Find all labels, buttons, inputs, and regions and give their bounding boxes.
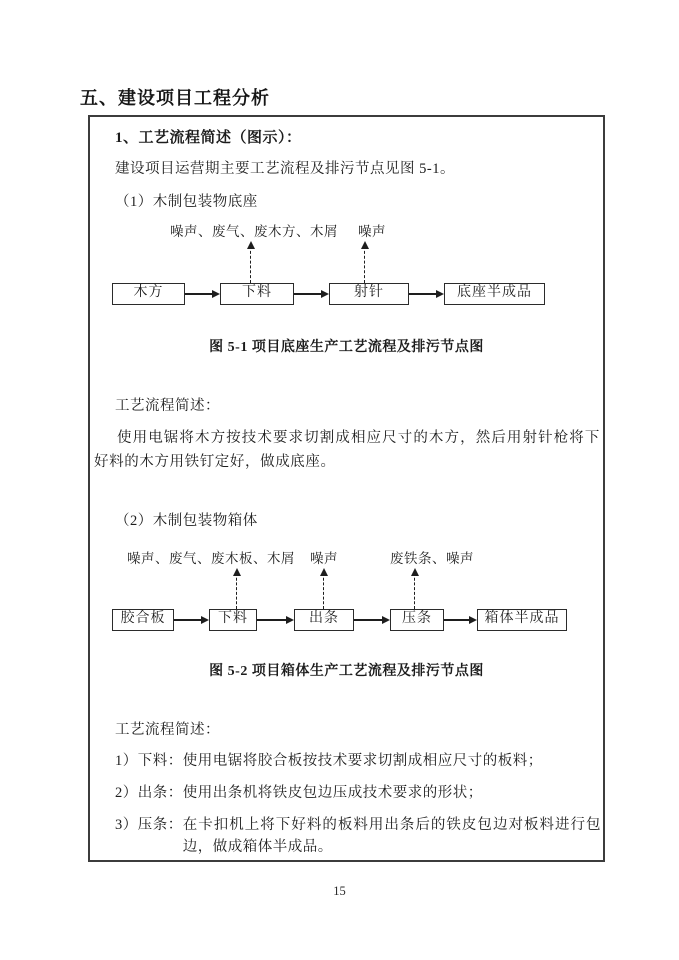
emission-label: 噪声 (310, 551, 338, 566)
step-text: 使用电锯将胶合板按技术要求切割成相应尺寸的板料； (182, 753, 543, 769)
content-box (88, 115, 605, 862)
page-number: 15 (333, 884, 346, 898)
flow-arrow-icon (174, 616, 209, 625)
dashed-up-arrow-icon (232, 568, 241, 609)
intro-text: 建设项目运营期主要工艺流程及排污节点见图 5-1。 (115, 161, 455, 177)
emission-label: 噪声 (358, 224, 386, 239)
step-text: 使用出条机将铁皮包边压成技术要求的形状； (182, 785, 483, 801)
flow-step-box: 射针 (329, 283, 409, 305)
flow-step-box: 下料 (220, 283, 294, 305)
emission-label: 噪声、废气、废木板、木屑 (127, 551, 295, 566)
flow-arrow-icon (257, 616, 294, 625)
step-label: 3）压条： (115, 817, 183, 833)
page-title: 五、建设项目工程分析 (80, 88, 270, 108)
flow-arrow-icon (185, 290, 220, 299)
emission-label: 废铁条、噪声 (390, 551, 474, 566)
section-heading: 1、工艺流程简述（图示）： (115, 130, 302, 146)
flow-step-box: 胶合板 (112, 609, 174, 631)
process-step (115, 750, 601, 772)
dashed-up-arrow-icon (360, 241, 369, 283)
flow-arrow-icon (294, 290, 329, 299)
dashed-up-arrow-icon (319, 568, 328, 609)
flow-step-box: 压条 (390, 609, 444, 631)
process-step (115, 782, 601, 804)
step-text: 在卡扣机上将下好料的板料用出条后的铁皮包边对板料进行包边，做成箱体半成品。 (182, 817, 601, 855)
flow-arrow-icon (409, 290, 444, 299)
dashed-up-arrow-icon (410, 568, 419, 609)
step-label: 2）出条： (115, 785, 183, 801)
subsection-2-label: （2）木制包装物箱体 (115, 513, 258, 529)
flowchart-body (90, 547, 603, 642)
subsection-1-label: （1）木制包装物底座 (115, 194, 258, 210)
flow-step-box: 下料 (209, 609, 257, 631)
flow-step-box: 底座半成品 (444, 283, 545, 305)
process-step (115, 814, 601, 858)
desc-paragraph: 使用电锯将木方按技术要求切割成相应尺寸的木方，然后用射针枪将下好料的木方用铁钉定好，做成底座。 (94, 430, 600, 470)
flow-step-box: 箱体半成品 (477, 609, 567, 631)
step-label: 1）下料： (115, 753, 183, 769)
flow-step-box: 出条 (294, 609, 354, 631)
figure-caption: 图 5-1 项目底座生产工艺流程及排污节点图 (209, 340, 484, 355)
desc-heading: 工艺流程简述： (115, 398, 220, 414)
flowchart-base (90, 220, 603, 320)
flow-arrow-icon (354, 616, 390, 625)
emission-label: 噪声、废气、废木方、木屑 (170, 224, 338, 239)
figure-caption: 图 5-2 项目箱体生产工艺流程及排污节点图 (209, 664, 484, 679)
flow-arrow-icon (444, 616, 477, 625)
flow-step-box: 木方 (112, 283, 185, 305)
desc-heading: 工艺流程简述： (115, 722, 220, 738)
dashed-up-arrow-icon (246, 241, 255, 283)
